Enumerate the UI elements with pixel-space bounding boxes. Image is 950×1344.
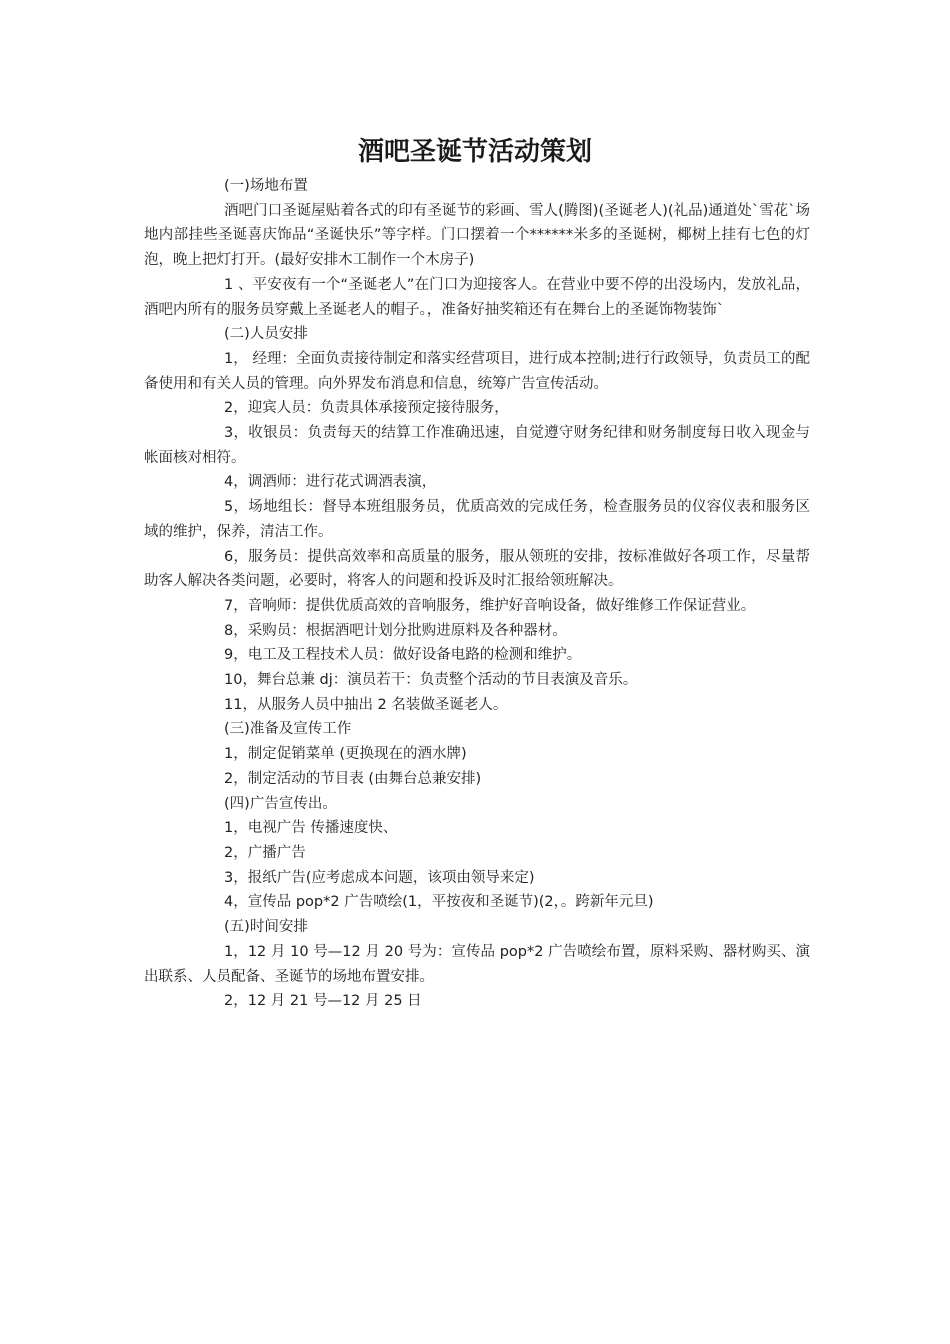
list-item: 3，收银员：负责每天的结算工作准确迅速，自觉遵守财务纪律和财务制度每日收入现金与帐面核对相符。: [144, 425, 810, 466]
list-item: 2，广播广告: [224, 844, 306, 861]
list-item: 2，迎宾人员：负责具体承接预定接待服务，: [224, 400, 509, 417]
section-heading-advertising: (四)广告宣传出。: [224, 795, 337, 812]
paragraph: 1 、平安夜有一个“圣诞老人”在门口为迎接客人。在营业中要不停的出没场内，发放礼品，酒吧内所有的服务员穿戴上圣诞老人的帽子。，准备好抽奖箱还有在舞台上的圣诞饰物装饰`: [144, 276, 810, 318]
list-item: 1， 经理：全面负责接待制定和落实经营项目，进行成本控制;进行行政领导，负责员工的配备使用和有关人员的管理。向外界发布消息和信息，统筹广告宣传活动。: [144, 350, 810, 392]
list-item: 6，服务员：提供高效率和高质量的服务，服从领班的安排，按标准做好各项工作，尽量帮助客人解决各类问题，必要时，将客人的问题和投诉及时汇报给领班解决。: [144, 548, 810, 590]
list-item: 5，场地组长：督导本班组服务员，优质高效的完成任务，检查服务员的仪容仪表和服务区域的维护，保养，清洁工作。: [144, 499, 810, 540]
paragraph: 酒吧门口圣诞屋贴着各式的印有圣诞节的彩画、雪人(腾图)(圣诞老人)(礼品)通道处`雪花`场地内部挂些圣诞喜庆饰品“圣诞快乐”等字样。门口摆着一个******米多的圣诞树，椰树上挂有七色的灯泡，晚上把灯打开。(最好安排木工制作一个木房子): [144, 202, 810, 269]
section-heading-schedule: (五)时间安排: [224, 919, 308, 936]
list-item: 4，宣传品 pop*2 广告喷绘(1，平按夜和圣诞节)(2，。跨新年元旦): [224, 894, 654, 911]
section-heading-preparation: (三)准备及宣传工作: [224, 721, 352, 738]
list-item: 10，舞台总兼 dj：演员若干：负责整个活动的节目表演及音乐。: [224, 672, 638, 689]
section-heading-venue: (一)场地布置: [224, 178, 308, 194]
document-body: [144, 174, 810, 1014]
list-item: 11，从服务人员中抽出 2 名装做圣诞老人。: [224, 696, 508, 713]
list-item: 1，制定促销菜单 (更换现在的酒水牌): [224, 746, 467, 763]
list-item: 3，报纸广告(应考虑成本问题，该项由领导来定): [224, 869, 535, 886]
list-item: 2，制定活动的节目表 (由舞台总兼安排): [224, 770, 482, 787]
list-item: 8，采购员：根据酒吧计划分批购进原料及各种器材。: [224, 622, 567, 639]
list-item: 1，12 月 10 号—12 月 20 号为：宣传品 pop*2 广告喷绘布置，原料采购、器材购买、演出联系、人员配备、圣诞节的场地布置安排。: [144, 943, 810, 985]
list-item: 7，音响师：提供优质高效的音响服务，维护好音响设备，做好维修工作保证营业。: [224, 597, 756, 614]
list-item: 2，12 月 21 号—12 月 25 日: [224, 993, 422, 1010]
document-title: 酒吧圣诞节活动策划: [357, 137, 592, 167]
list-item: 9，电工及工程技术人员：做好设备电路的检测和维护。: [224, 647, 582, 664]
list-item: 1，电视广告 传播速度快、: [224, 820, 398, 837]
section-heading-staff: (二)人员安排: [224, 326, 308, 343]
list-item: 4，调酒师：进行花式调酒表演，: [224, 474, 437, 491]
